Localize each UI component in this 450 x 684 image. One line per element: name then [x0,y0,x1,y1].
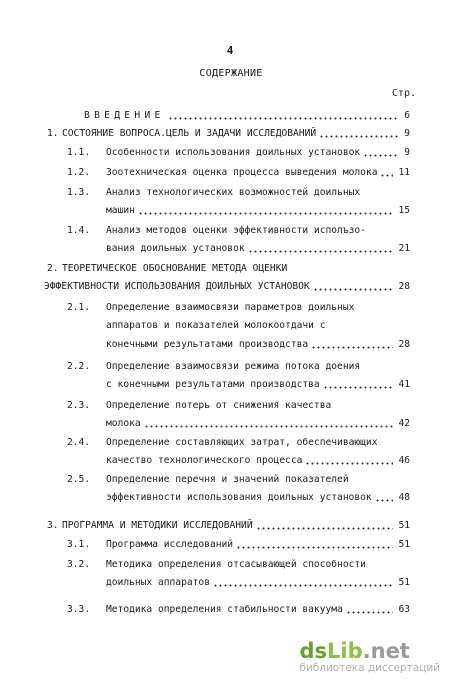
toc-entry-title: Анализ технологических возможностей доильных [106,187,361,198]
toc-line [0,576,450,590]
toc-entry-title: Зоотехническая оценка процесса выведения молока [106,167,378,178]
toc-dot-leader [313,288,393,291]
toc-entry-number: 2.1. [67,302,91,313]
toc-line [0,491,450,505]
toc-dot-leader [213,584,393,587]
toc-dot-leader [346,611,393,614]
toc-entry-title: Особенности использования доильных установок [106,147,361,158]
toc-line [0,436,450,450]
toc-entry-title: Определение потерь от снижения качества [106,400,332,411]
toc-page-number: 51 [398,539,410,550]
toc-entry-title: Определение перечня и значений показателей [106,474,349,485]
toc-dot-leader [363,154,399,157]
toc-page-number: 28 [398,338,410,350]
toc-entry-title: Методика определения отсасывающей способности [106,559,366,570]
toc-entry-title: качество технологического процесса [106,455,303,467]
toc-entry-number: 2. [47,263,59,274]
toc-dot-leader [168,117,399,120]
toc-line [0,454,450,468]
toc-dot-leader [319,135,399,138]
toc-entry-number: 3. [47,520,59,531]
toc-line [0,204,450,218]
page-title: СОДЕРЖАНИЕ [199,68,263,79]
toc-entry-title: Определение взаимосвязи параметров доильных [106,302,355,313]
toc-entry-number: 3.3. [67,604,91,615]
toc-line [0,360,450,374]
toc-entry-title: эффективности использования доильных установок [106,492,372,504]
toc-line [0,146,450,160]
toc-line [0,301,450,315]
toc-line [0,338,450,352]
toc-entry-number: 1.2. [67,167,91,178]
toc-page-number: 9 [404,128,410,139]
toc-entry-number: 1. [47,128,59,139]
toc-page-number: 51 [398,577,410,589]
toc-dot-leader [256,527,393,530]
toc-line [0,280,450,294]
toc-entry-number: 2.2. [67,361,91,372]
watermark-logo-ds: ds [299,639,328,663]
toc-line [0,519,450,533]
toc-entry-title: доильных аппаратов [106,577,210,589]
toc-page-number: 42 [398,418,410,430]
toc-entry-title: Программа исследований [106,539,234,550]
toc-line [0,473,450,487]
toc-dot-leader [380,174,393,177]
toc-line [0,417,450,431]
toc-line [0,603,450,617]
toc-entry-title: аппаратов и показателей молокоотдачи с [106,320,326,332]
toc-entry-number: 2.5. [67,474,91,485]
page-number: 4 [226,44,234,57]
toc-page-number: 11 [398,167,410,178]
toc-entry-number: 2.3. [67,400,91,411]
watermark-logo [299,640,440,662]
toc-page-number: 63 [398,604,410,615]
watermark-logo-net: .net [362,639,410,663]
toc-dot-leader [236,546,393,549]
toc-page-number: 15 [398,205,410,217]
toc-page-number: 48 [398,492,410,504]
toc-page-number: 46 [398,455,410,467]
toc-entry-title: вания доильных установок [106,243,245,255]
toc-dot-leader [138,212,393,215]
toc-entry-title: ЭФФЕКТИВНОСТИ ИСПОЛЬЗОВАНИЯ ДОИЛЬНЫХ УСТАНОВОК [44,281,310,293]
watermark-subtitle: библиотека диссертаций [299,662,440,674]
toc-line [0,242,450,256]
toc-entry-number: 1.4. [67,225,91,236]
toc-entry-title: ПРОГРАММА И МЕТОДИКИ ИССЛЕДОВАНИЙ [62,520,253,531]
toc-page-number: 9 [404,147,410,158]
toc-page-number: 51 [398,520,410,531]
toc-dot-leader [144,425,393,428]
toc-dot-leader [248,250,393,253]
toc-line [0,378,450,392]
toc-entry-title: машин [106,205,135,217]
toc-entry-title: конечными результатами производства [106,338,309,350]
toc-dot-leader [375,499,393,502]
toc-entry-title: молока [106,418,141,430]
toc-dot-leader [311,346,393,349]
toc-page-number: 21 [398,243,410,255]
toc-page-number: 41 [398,379,410,391]
toc-page-number: 6 [404,110,410,121]
toc-entry-title: СОСТОЯНИЕ ВОПРОСА.ЦЕЛЬ И ЗАДАЧИ ИССЛЕДОВАНИЙ [62,128,317,139]
toc-line [0,186,450,200]
toc-line [0,538,450,552]
toc-entry-title: Определение взаимосвязи режима потока доения [106,361,361,372]
toc-line [0,166,450,180]
toc-line [0,399,450,413]
toc-line [0,319,450,333]
toc-entry-number: 3.1. [67,539,91,550]
toc-entry-title: с конечными результатами производства [106,379,320,391]
toc-entry-title: ТЕОРЕТИЧЕСКОЕ ОБОСНОВАНИЕ МЕТОДА ОЦЕНКИ [62,263,288,274]
toc-entry-title: Определение составляющих затрат, обеспечивающих [106,437,378,448]
toc-entry-title: Анализ методов оценки эффективности исполъзо- [106,225,366,236]
toc-entry-number: 1.1. [67,147,91,158]
toc-line [0,224,450,238]
watermark [299,640,440,674]
toc-entry-title: Методика определения стабильности вакуума [106,604,343,615]
toc-line [0,127,450,141]
toc-entry-number: 1.3. [67,187,91,198]
toc-dot-leader [323,386,393,389]
watermark-logo-lib: Lib [327,639,363,663]
toc-page-number: 28 [398,281,410,293]
toc-line [0,109,450,123]
toc-dot-leader [305,462,393,465]
toc-entry-number: 3.2. [67,559,91,570]
page-column-header: Стр. [391,88,416,99]
toc-line [0,558,450,572]
toc-entry-title: ВВЕДЕНИЕ [84,110,165,121]
toc-entry-number: 2.4. [67,437,91,448]
toc-line [0,262,450,276]
